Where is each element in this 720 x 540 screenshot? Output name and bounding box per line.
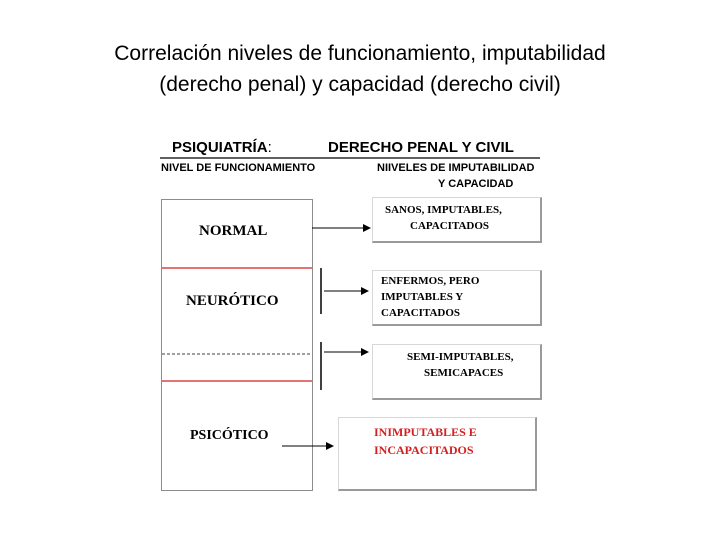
niveles-imputabilidad-heading: NIIVELES DE IMPUTABILIDAD: [377, 162, 535, 174]
psiquiatria-label: PSIQUIATRÍA: [172, 139, 268, 156]
outcome-enfermos-line3: CAPACITADOS: [381, 307, 461, 319]
outcome-inimputables-line1: INIMPUTABLES E: [374, 425, 477, 439]
capacidad-heading: Y CAPACIDAD: [438, 178, 514, 190]
derecho-heading: DERECHO PENAL Y CIVIL: [328, 139, 514, 156]
outcome-semi-line1: SEMI-IMPUTABLES,: [407, 351, 514, 363]
outcome-enfermos-line2: IMPUTABLES Y: [381, 291, 464, 303]
level-psicotico: PSICÓTICO: [190, 428, 269, 443]
level-normal: NORMAL: [199, 223, 268, 239]
outcome-enfermos-line1: ENFERMOS, PERO: [381, 275, 480, 287]
outcome-semi-line2: SEMICAPACES: [424, 367, 504, 379]
level-neurotico: NEURÓTICO: [186, 293, 279, 309]
title-line-2: (derecho penal) y capacidad (derecho civil): [159, 73, 561, 96]
nivel-funcionamiento-heading: NIVEL DE FUNCIONAMIENTO: [161, 162, 316, 174]
title-line-1: Correlación niveles de funcionamiento, imputabilidad: [114, 42, 606, 65]
outcome-sanos-line2: CAPACITADOS: [410, 220, 490, 232]
levels-column-frame: [162, 200, 313, 491]
outcome-inimputables-line2: INCAPACITADOS: [374, 443, 474, 457]
outcome-sanos-line1: SANOS, IMPUTABLES,: [385, 204, 502, 216]
psiquiatria-colon: :: [267, 139, 272, 156]
